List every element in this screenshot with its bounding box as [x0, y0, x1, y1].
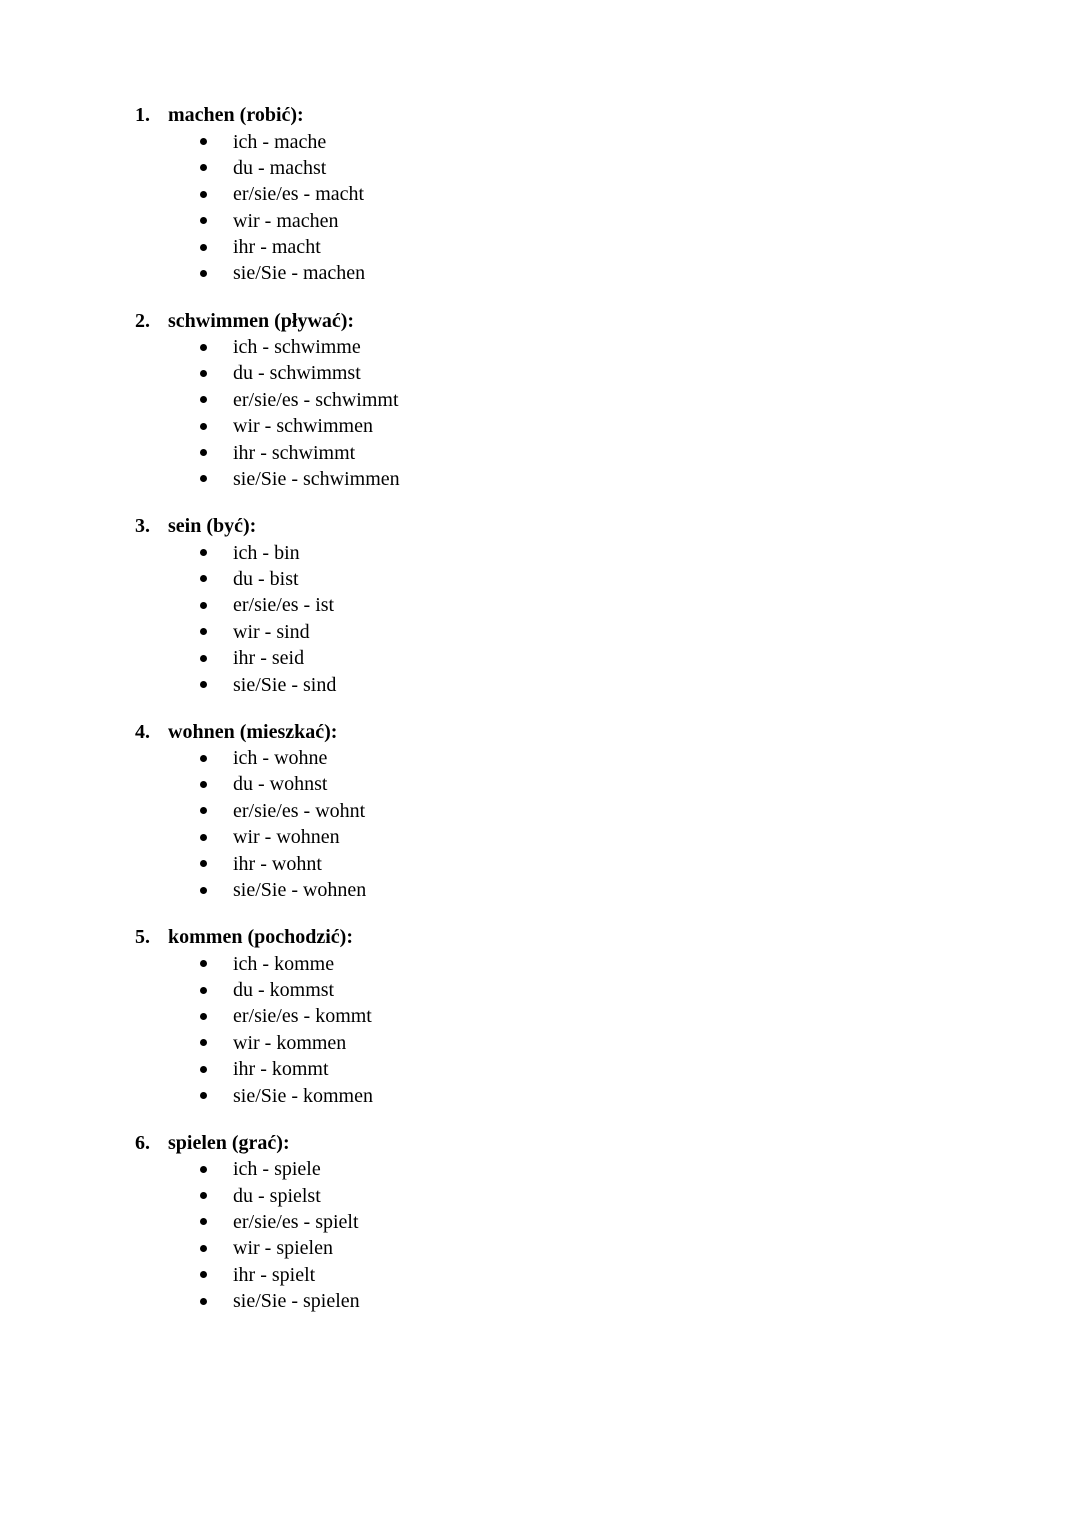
verb-heading [0, 102, 1080, 129]
conjugation-item [0, 951, 1080, 977]
conjugation-text: ich - wohne [233, 747, 328, 770]
verb-section [0, 513, 1080, 698]
verb-section [0, 924, 1080, 1109]
bullet-icon [200, 860, 207, 867]
verb-heading [0, 513, 1080, 540]
bullet-icon [200, 1245, 207, 1252]
conjugation-text: du - wohnst [233, 773, 328, 796]
bullet-icon [200, 1298, 207, 1305]
conjugation-item [0, 360, 1080, 386]
conjugation-text: ich - komme [233, 952, 335, 975]
verb-number: 3. [135, 515, 150, 538]
conjugation-text: ihr - kommt [233, 1058, 329, 1081]
conjugation-item [0, 234, 1080, 260]
bullet-icon [200, 834, 207, 841]
bullet-icon [200, 449, 207, 456]
bullet-icon [200, 575, 207, 582]
bullet-icon [200, 370, 207, 377]
conjugation-item [0, 645, 1080, 671]
bullet-icon [200, 191, 207, 198]
conjugation-item [0, 877, 1080, 903]
conjugation-item [0, 672, 1080, 698]
bullet-icon [200, 1166, 207, 1173]
bullet-icon [200, 164, 207, 171]
conjugation-text: ich - schwimme [233, 336, 361, 359]
bullet-icon [200, 987, 207, 994]
conjugation-list [0, 540, 1080, 698]
conjugation-text: wir - wohnen [233, 826, 340, 849]
bullet-icon [200, 887, 207, 894]
verb-heading [0, 719, 1080, 746]
conjugation-item [0, 440, 1080, 466]
conjugation-item [0, 1003, 1080, 1029]
conjugation-text: wir - spielen [233, 1237, 333, 1260]
verb-section [0, 308, 1080, 493]
verb-number: 5. [135, 926, 150, 949]
bullet-icon [200, 423, 207, 430]
verb-title: spielen (grać): [168, 1131, 290, 1154]
verb-heading [0, 1130, 1080, 1157]
conjugation-list [0, 334, 1080, 492]
verb-title: kommen (pochodzić): [168, 926, 353, 949]
bullet-icon [200, 755, 207, 762]
verb-heading [0, 924, 1080, 951]
bullet-icon [200, 781, 207, 788]
conjugation-item [0, 1235, 1080, 1261]
conjugation-list [0, 129, 1080, 287]
conjugation-text: du - kommst [233, 979, 335, 1002]
verb-section [0, 719, 1080, 904]
conjugation-text: wir - machen [233, 209, 339, 232]
conjugation-text: ich - bin [233, 541, 300, 564]
conjugation-item [0, 181, 1080, 207]
conjugation-item [0, 1183, 1080, 1209]
conjugation-text: er/sie/es - spielt [233, 1210, 359, 1233]
conjugation-item [0, 387, 1080, 413]
bullet-icon [200, 1066, 207, 1073]
conjugation-item [0, 1209, 1080, 1235]
conjugation-item [0, 1030, 1080, 1056]
conjugation-text: du - spielst [233, 1184, 321, 1207]
conjugation-text: ich - mache [233, 130, 327, 153]
verb-number: 6. [135, 1131, 150, 1154]
conjugation-text: sie/Sie - wohnen [233, 879, 367, 902]
bullet-icon [200, 1039, 207, 1046]
conjugation-item [0, 1083, 1080, 1109]
bullet-icon [200, 681, 207, 688]
bullet-icon [200, 1218, 207, 1225]
verb-section [0, 1130, 1080, 1315]
conjugation-item [0, 592, 1080, 618]
conjugation-text: wir - sind [233, 620, 310, 643]
conjugation-item [0, 129, 1080, 155]
bullet-icon [200, 628, 207, 635]
verb-heading [0, 308, 1080, 335]
conjugation-item [0, 977, 1080, 1003]
verb-title: wohnen (mieszkać): [168, 720, 338, 743]
bullet-icon [200, 1192, 207, 1199]
bullet-icon [200, 602, 207, 609]
conjugation-list [0, 1156, 1080, 1314]
conjugation-item [0, 1156, 1080, 1182]
bullet-icon [200, 244, 207, 251]
conjugation-text: wir - schwimmen [233, 415, 373, 438]
conjugation-item [0, 771, 1080, 797]
conjugation-text: er/sie/es - schwimmt [233, 388, 399, 411]
conjugation-text: sie/Sie - sind [233, 673, 337, 696]
bullet-icon [200, 807, 207, 814]
bullet-icon [200, 270, 207, 277]
conjugation-text: sie/Sie - schwimmen [233, 467, 400, 490]
verb-title: schwimmen (pływać): [168, 309, 355, 332]
conjugation-list [0, 951, 1080, 1109]
conjugation-text: ihr - seid [233, 647, 305, 670]
conjugation-text: sie/Sie - kommen [233, 1084, 373, 1107]
conjugation-text: er/sie/es - macht [233, 183, 365, 206]
conjugation-item [0, 824, 1080, 850]
conjugation-text: ihr - wohnt [233, 852, 322, 875]
verb-title: sein (być): [168, 515, 257, 538]
verb-section [0, 102, 1080, 287]
conjugation-item [0, 566, 1080, 592]
conjugation-text: er/sie/es - ist [233, 594, 335, 617]
conjugation-list [0, 745, 1080, 903]
conjugation-item [0, 1288, 1080, 1314]
bullet-icon [200, 1271, 207, 1278]
verb-number: 4. [135, 720, 150, 743]
conjugation-item [0, 1056, 1080, 1082]
bullet-icon [200, 1092, 207, 1099]
bullet-icon [200, 217, 207, 224]
conjugation-text: du - schwimmst [233, 362, 361, 385]
conjugation-item [0, 540, 1080, 566]
conjugation-text: ihr - macht [233, 236, 321, 259]
bullet-icon [200, 475, 207, 482]
conjugation-text: ihr - spielt [233, 1263, 316, 1286]
conjugation-item [0, 466, 1080, 492]
conjugation-text: er/sie/es - kommt [233, 1005, 372, 1028]
conjugation-item [0, 260, 1080, 286]
bullet-icon [200, 655, 207, 662]
conjugation-item [0, 1262, 1080, 1288]
conjugation-text: du - machst [233, 156, 327, 179]
conjugation-item [0, 334, 1080, 360]
bullet-icon [200, 1013, 207, 1020]
verb-number: 2. [135, 309, 150, 332]
conjugation-text: sie/Sie - machen [233, 262, 366, 285]
conjugation-item [0, 155, 1080, 181]
bullet-icon [200, 549, 207, 556]
conjugation-item [0, 413, 1080, 439]
conjugation-text: ich - spiele [233, 1158, 321, 1181]
bullet-icon [200, 138, 207, 145]
bullet-icon [200, 960, 207, 967]
conjugation-item [0, 619, 1080, 645]
bullet-icon [200, 396, 207, 403]
conjugation-text: er/sie/es - wohnt [233, 799, 366, 822]
verb-conjugation-list [0, 102, 1080, 1335]
conjugation-item [0, 851, 1080, 877]
conjugation-text: sie/Sie - spielen [233, 1290, 360, 1313]
conjugation-item [0, 745, 1080, 771]
conjugation-text: du - bist [233, 567, 299, 590]
verb-title: machen (robić): [168, 104, 304, 126]
conjugation-text: wir - kommen [233, 1031, 347, 1054]
conjugation-text: ihr - schwimmt [233, 441, 356, 464]
conjugation-item [0, 798, 1080, 824]
conjugation-item [0, 208, 1080, 234]
verb-number: 1. [135, 104, 150, 126]
bullet-icon [200, 344, 207, 351]
